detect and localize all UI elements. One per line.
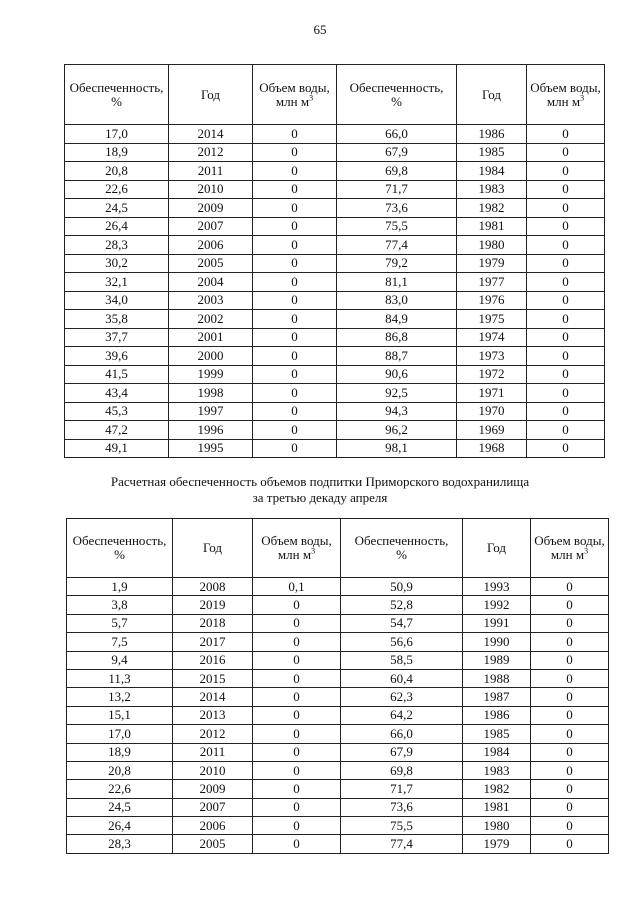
header-row — [65, 65, 605, 125]
cell-year: 2007 — [169, 217, 253, 236]
cell-volume: 0 — [527, 162, 605, 181]
cell-volume: 0 — [253, 761, 341, 779]
header-volume: Объем воды, млн $м^3$ — [531, 519, 609, 578]
table-row — [67, 614, 609, 632]
cell-provision: 22,6 — [67, 780, 173, 798]
cell-volume: 0 — [527, 217, 605, 236]
cell-year: 2003 — [169, 291, 253, 310]
table-body — [65, 125, 605, 458]
cell-provision: 98,1 — [337, 439, 457, 458]
cell-year: 1998 — [169, 384, 253, 403]
table-row — [67, 669, 609, 687]
cell-year: 1974 — [457, 328, 527, 347]
header-volume: Объем воды, млн $м^3$ — [253, 519, 341, 578]
cell-provision: 84,9 — [337, 310, 457, 329]
cell-year: 2013 — [173, 706, 253, 724]
cell-provision: 49,1 — [65, 439, 169, 458]
cell-year: 1973 — [457, 347, 527, 366]
cell-year: 2011 — [169, 162, 253, 181]
cell-year: 1977 — [457, 273, 527, 292]
cell-volume: 0 — [527, 439, 605, 458]
cell-volume: 0 — [253, 688, 341, 706]
cell-volume: 0 — [527, 402, 605, 421]
header-year: Год — [169, 65, 253, 125]
cell-year: 1993 — [463, 578, 531, 596]
cell-volume: 0 — [253, 199, 337, 218]
table-row — [67, 780, 609, 798]
caption-line-1: Расчетная обеспеченность объемов подпитки Приморского водохранилища — [110, 474, 530, 489]
cell-provision: 17,0 — [65, 125, 169, 144]
cell-provision: 37,7 — [65, 328, 169, 347]
cell-volume: 0 — [531, 706, 609, 724]
header-row — [67, 519, 609, 578]
cell-year: 1987 — [463, 688, 531, 706]
cell-year: 1985 — [457, 143, 527, 162]
cell-volume: 0 — [253, 780, 341, 798]
provision-table-2 — [66, 518, 609, 854]
cell-provision: 90,6 — [337, 365, 457, 384]
cell-year: 1969 — [457, 421, 527, 440]
cell-year: 2002 — [169, 310, 253, 329]
cell-volume: 0 — [531, 688, 609, 706]
cell-volume: 0 — [531, 798, 609, 816]
cell-volume: 0 — [253, 236, 337, 255]
cell-year: 2012 — [169, 143, 253, 162]
cell-provision: 75,5 — [341, 817, 463, 835]
cell-year: 2010 — [173, 761, 253, 779]
cell-provision: 24,5 — [67, 798, 173, 816]
cell-year: 1995 — [169, 439, 253, 458]
cell-year: 2008 — [173, 578, 253, 596]
cell-provision: 86,8 — [337, 328, 457, 347]
cell-provision: 11,3 — [67, 669, 173, 687]
table-row — [67, 817, 609, 835]
table-row — [65, 143, 605, 162]
header-provision: Обеспеченность, % — [337, 65, 457, 125]
cell-provision: 75,5 — [337, 217, 457, 236]
table-row — [65, 402, 605, 421]
cell-year: 2006 — [173, 817, 253, 835]
cell-volume: 0 — [531, 780, 609, 798]
cell-volume: 0 — [527, 199, 605, 218]
cell-year: 1982 — [463, 780, 531, 798]
header-provision: Обеспеченность, % — [341, 519, 463, 578]
cell-provision: 24,5 — [65, 199, 169, 218]
cell-volume: 0 — [531, 669, 609, 687]
cell-volume: 0 — [253, 706, 341, 724]
table-row — [65, 328, 605, 347]
cell-provision: 28,3 — [67, 835, 173, 853]
cell-provision: 67,9 — [337, 143, 457, 162]
cell-year: 1990 — [463, 633, 531, 651]
cell-provision: 34,0 — [65, 291, 169, 310]
table-row — [67, 761, 609, 779]
cell-volume: 0 — [527, 421, 605, 440]
cell-volume: 0 — [253, 125, 337, 144]
cell-provision: 15,1 — [67, 706, 173, 724]
cell-year: 2007 — [173, 798, 253, 816]
table-row — [65, 254, 605, 273]
cell-volume: 0 — [253, 743, 341, 761]
cell-year: 1980 — [463, 817, 531, 835]
cell-provision: 71,7 — [337, 180, 457, 199]
cell-year: 2016 — [173, 651, 253, 669]
cell-volume: 0 — [531, 743, 609, 761]
cell-provision: 64,2 — [341, 706, 463, 724]
cell-provision: 54,7 — [341, 614, 463, 632]
cell-year: 1984 — [457, 162, 527, 181]
cell-volume: 0 — [253, 162, 337, 181]
cell-volume: 0 — [253, 596, 341, 614]
table-row — [65, 310, 605, 329]
cell-volume: 0 — [527, 143, 605, 162]
cell-year: 1992 — [463, 596, 531, 614]
cell-provision: 39,6 — [65, 347, 169, 366]
cell-provision: 69,8 — [337, 162, 457, 181]
cell-provision: 81,1 — [337, 273, 457, 292]
cell-volume: 0 — [531, 835, 609, 853]
header-year: Год — [173, 519, 253, 578]
cell-volume: 0 — [253, 180, 337, 199]
cell-volume: 0,1 — [253, 578, 341, 596]
table-row — [67, 596, 609, 614]
cell-provision: 45,3 — [65, 402, 169, 421]
cell-provision: 7,5 — [67, 633, 173, 651]
cell-year: 1981 — [457, 217, 527, 236]
cell-volume: 0 — [253, 817, 341, 835]
cell-provision: 30,2 — [65, 254, 169, 273]
cell-volume: 0 — [253, 725, 341, 743]
cell-provision: 62,3 — [341, 688, 463, 706]
cell-year: 1982 — [457, 199, 527, 218]
cell-provision: 56,6 — [341, 633, 463, 651]
cell-provision: 83,0 — [337, 291, 457, 310]
cell-year: 1999 — [169, 365, 253, 384]
header-volume: Объем воды, млн $м^3$ — [253, 65, 337, 125]
caption-line-2: за третью декаду апреля — [252, 490, 388, 505]
cell-volume: 0 — [253, 633, 341, 651]
table-row — [65, 199, 605, 218]
cell-year: 2019 — [173, 596, 253, 614]
header-provision: Обеспеченность, % — [65, 65, 169, 125]
cell-year: 1985 — [463, 725, 531, 743]
cell-provision: 88,7 — [337, 347, 457, 366]
provision-table-1 — [64, 64, 605, 458]
cell-volume: 0 — [527, 347, 605, 366]
cell-year: 1988 — [463, 669, 531, 687]
cell-provision: 26,4 — [65, 217, 169, 236]
table-row — [65, 439, 605, 458]
cell-year: 1979 — [457, 254, 527, 273]
cell-volume: 0 — [253, 439, 337, 458]
table-row — [67, 798, 609, 816]
cell-volume: 0 — [253, 835, 341, 853]
table-row — [67, 651, 609, 669]
cell-provision: 13,2 — [67, 688, 173, 706]
cell-provision: 17,0 — [67, 725, 173, 743]
cell-year: 1979 — [463, 835, 531, 853]
cell-year: 1991 — [463, 614, 531, 632]
cell-provision: 71,7 — [341, 780, 463, 798]
cell-provision: 77,4 — [341, 835, 463, 853]
cell-provision: 73,6 — [337, 199, 457, 218]
table-row — [65, 421, 605, 440]
table-row — [65, 347, 605, 366]
table-row — [65, 365, 605, 384]
cell-provision: 28,3 — [65, 236, 169, 255]
cell-provision: 18,9 — [67, 743, 173, 761]
cell-provision: 58,5 — [341, 651, 463, 669]
cell-year: 2005 — [173, 835, 253, 853]
cell-provision: 73,6 — [341, 798, 463, 816]
table-row — [65, 236, 605, 255]
cell-provision: 77,4 — [337, 236, 457, 255]
cell-provision: 50,9 — [341, 578, 463, 596]
cell-year: 1989 — [463, 651, 531, 669]
cell-provision: 3,8 — [67, 596, 173, 614]
header-year: Год — [463, 519, 531, 578]
header-volume: Объем воды, млн $м^3$ — [527, 65, 605, 125]
cell-volume: 0 — [253, 254, 337, 273]
cell-provision: 43,4 — [65, 384, 169, 403]
cell-provision: 69,8 — [341, 761, 463, 779]
cell-volume: 0 — [253, 347, 337, 366]
cell-volume: 0 — [253, 614, 341, 632]
cell-provision: 22,6 — [65, 180, 169, 199]
cell-year: 1997 — [169, 402, 253, 421]
cell-provision: 47,2 — [65, 421, 169, 440]
cell-provision: 35,8 — [65, 310, 169, 329]
cell-year: 1981 — [463, 798, 531, 816]
cell-year: 2000 — [169, 347, 253, 366]
cell-year: 2010 — [169, 180, 253, 199]
cell-year: 1976 — [457, 291, 527, 310]
cell-provision: 60,4 — [341, 669, 463, 687]
table-row — [67, 578, 609, 596]
cell-volume: 0 — [253, 273, 337, 292]
cell-volume: 0 — [527, 365, 605, 384]
cell-provision: 5,7 — [67, 614, 173, 632]
header-year: Год — [457, 65, 527, 125]
table-row — [65, 273, 605, 292]
cell-volume: 0 — [531, 596, 609, 614]
cell-year: 2009 — [169, 199, 253, 218]
table-body — [67, 578, 609, 854]
cell-volume: 0 — [527, 291, 605, 310]
cell-volume: 0 — [253, 402, 337, 421]
cell-year: 1971 — [457, 384, 527, 403]
cell-year: 1986 — [457, 125, 527, 144]
cell-volume: 0 — [253, 365, 337, 384]
cell-provision: 20,8 — [67, 761, 173, 779]
cell-year: 1983 — [457, 180, 527, 199]
cell-volume: 0 — [527, 236, 605, 255]
table-row — [67, 835, 609, 853]
cell-volume: 0 — [531, 725, 609, 743]
cell-year: 1975 — [457, 310, 527, 329]
cell-year: 1986 — [463, 706, 531, 724]
cell-year: 1970 — [457, 402, 527, 421]
table-caption — [0, 474, 640, 506]
cell-year: 2015 — [173, 669, 253, 687]
cell-year: 1983 — [463, 761, 531, 779]
cell-volume: 0 — [531, 817, 609, 835]
cell-volume: 0 — [527, 273, 605, 292]
table-row — [65, 125, 605, 144]
cell-volume: 0 — [531, 761, 609, 779]
table-row — [65, 384, 605, 403]
table-row — [65, 162, 605, 181]
cell-year: 2014 — [169, 125, 253, 144]
cell-provision: 79,2 — [337, 254, 457, 273]
cell-provision: 9,4 — [67, 651, 173, 669]
cell-provision: 66,0 — [337, 125, 457, 144]
cell-volume: 0 — [527, 180, 605, 199]
cell-provision: 67,9 — [341, 743, 463, 761]
cell-provision: 66,0 — [341, 725, 463, 743]
cell-year: 2017 — [173, 633, 253, 651]
cell-provision: 18,9 — [65, 143, 169, 162]
cell-volume: 0 — [531, 614, 609, 632]
cell-volume: 0 — [253, 291, 337, 310]
cell-year: 2006 — [169, 236, 253, 255]
cell-year: 2009 — [173, 780, 253, 798]
cell-provision: 32,1 — [65, 273, 169, 292]
cell-year: 1968 — [457, 439, 527, 458]
table-row — [65, 291, 605, 310]
table-row — [67, 743, 609, 761]
cell-year: 2018 — [173, 614, 253, 632]
cell-provision: 20,8 — [65, 162, 169, 181]
cell-volume: 0 — [253, 421, 337, 440]
cell-provision: 52,8 — [341, 596, 463, 614]
cell-volume: 0 — [531, 633, 609, 651]
cell-year: 2004 — [169, 273, 253, 292]
cell-year: 2001 — [169, 328, 253, 347]
table-row — [67, 688, 609, 706]
cell-provision: 26,4 — [67, 817, 173, 835]
cell-provision: 94,3 — [337, 402, 457, 421]
cell-volume: 0 — [527, 384, 605, 403]
header-provision: Обеспеченность, % — [67, 519, 173, 578]
cell-volume: 0 — [531, 651, 609, 669]
cell-provision: 41,5 — [65, 365, 169, 384]
table-row — [67, 706, 609, 724]
cell-volume: 0 — [253, 651, 341, 669]
table-row — [67, 633, 609, 651]
cell-volume: 0 — [531, 578, 609, 596]
cell-volume: 0 — [527, 310, 605, 329]
cell-year: 1972 — [457, 365, 527, 384]
cell-volume: 0 — [253, 384, 337, 403]
cell-volume: 0 — [527, 328, 605, 347]
page-number: 65 — [313, 22, 327, 37]
cell-year: 2014 — [173, 688, 253, 706]
cell-volume: 0 — [253, 798, 341, 816]
table-row — [67, 725, 609, 743]
cell-volume: 0 — [527, 125, 605, 144]
cell-volume: 0 — [527, 254, 605, 273]
cell-year: 2005 — [169, 254, 253, 273]
cell-volume: 0 — [253, 669, 341, 687]
cell-provision: 92,5 — [337, 384, 457, 403]
cell-volume: 0 — [253, 217, 337, 236]
cell-provision: 1,9 — [67, 578, 173, 596]
cell-year: 2011 — [173, 743, 253, 761]
cell-volume: 0 — [253, 310, 337, 329]
table-row — [65, 217, 605, 236]
cell-provision: 96,2 — [337, 421, 457, 440]
cell-volume: 0 — [253, 328, 337, 347]
cell-volume: 0 — [253, 143, 337, 162]
table-row — [65, 180, 605, 199]
cell-year: 2012 — [173, 725, 253, 743]
cell-year: 1996 — [169, 421, 253, 440]
cell-year: 1980 — [457, 236, 527, 255]
cell-year: 1984 — [463, 743, 531, 761]
